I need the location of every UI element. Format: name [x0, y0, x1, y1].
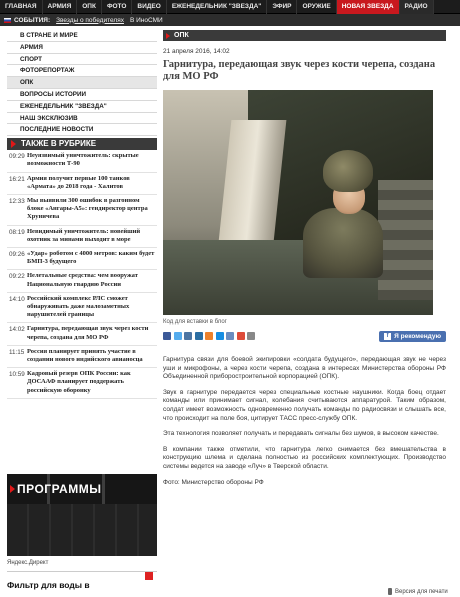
nav-item-main[interactable]: ГЛАВНАЯ	[0, 0, 43, 14]
list-item[interactable]	[7, 270, 157, 292]
events-label: СОБЫТИЯ:	[14, 16, 51, 24]
events-link-stars[interactable]: Звезды о победителях	[56, 16, 124, 24]
menu-item-latest-news[interactable]: ПОСЛЕДНИЕ НОВОСТИ	[7, 124, 157, 136]
menu-item-weekly[interactable]: ЕЖЕНЕДЕЛЬНИК "ЗВЕЗДА"	[7, 101, 157, 113]
menu-item-photoreport[interactable]: ФОТОРЕПОРТАЖ	[7, 65, 157, 77]
facebook-icon[interactable]	[163, 332, 171, 340]
news-time: 16:21	[9, 175, 25, 183]
news-title[interactable]: Армия получит первые 100 танков «Армата» до 2018 года - Халитов	[27, 174, 130, 190]
red-triangle-icon	[166, 33, 170, 39]
news-time: 09:22	[9, 273, 25, 281]
news-title[interactable]: Нелетальные средства: чем вооружат Национальную гвардию России	[27, 272, 138, 288]
article-paragraph: В компании также отметили, что гарнитура легко снимается без вмешательства в конструкцию шлема и сделана полностью из российских комплектующих. Производство системы ведется на заводе «Луч» в Тверской области.	[163, 445, 446, 470]
article-paragraph: Гарнитура связи для боевой экипировки «солдата будущего», передающая звук не через уши и микрофоны, а через кости черепа, создана в интересах Министерства обороны РФ Объединенной приборостроительной корпорацией (ОПК).	[163, 356, 446, 381]
article-photo[interactable]	[163, 90, 433, 315]
vk-icon[interactable]	[184, 332, 192, 340]
rubric-heading-text: ТАКЖЕ В РУБРИКЕ	[21, 139, 97, 149]
facebook-icon: f	[384, 333, 391, 340]
mailru-icon[interactable]	[216, 332, 224, 340]
article-title: Гарнитура, передающая звук через кости черепа, создана для МО РФ	[163, 59, 436, 82]
ad-label: Яндекс.Директ	[7, 560, 49, 566]
russian-flag-icon	[4, 18, 11, 23]
article	[163, 30, 446, 494]
news-time: 11:15	[9, 348, 25, 356]
lj-icon[interactable]	[195, 332, 203, 340]
nav-item-new-star[interactable]: НОВАЯ ЗВЕЗДА	[337, 0, 400, 14]
news-time: 09:29	[9, 153, 25, 161]
news-title[interactable]: Мы выявили 300 ошибок в разгонном блоке «Ангары-А5»: гендиректор центра Хруничева	[27, 196, 148, 221]
list-item[interactable]	[7, 293, 157, 324]
programs-title: ПРОГРАММЫ	[17, 482, 102, 496]
news-title[interactable]: «Удар» роботом с 4000 метров: каким будет БМП-3 будущего	[27, 250, 155, 266]
left-column	[7, 30, 157, 399]
menu-item-army[interactable]: АРМИЯ	[7, 42, 157, 54]
photo-caption[interactable]: Код для вставки в блог	[163, 319, 227, 325]
list-item[interactable]	[7, 323, 157, 345]
article-date: 21 апреля 2016, 14:02	[163, 48, 230, 55]
nav-item-opk[interactable]: ОПК	[77, 0, 102, 14]
news-time: 10:59	[9, 371, 25, 379]
red-triangle-icon	[10, 485, 15, 493]
menu-item-opk[interactable]: ОПК	[7, 77, 157, 89]
events-link-inosmi[interactable]: В ИноСМИ	[129, 16, 163, 24]
news-title[interactable]: Кадровый резерв ОПК России: как ДОСААФ планирует поддержать российскую оборонку	[27, 370, 131, 394]
print-version-link[interactable]	[388, 588, 448, 595]
list-item[interactable]	[7, 173, 157, 195]
news-title[interactable]: Гарнитура, передающая звук через кости черепа, создана для МО РФ	[27, 325, 149, 341]
list-item[interactable]	[7, 368, 157, 399]
list-item[interactable]	[7, 226, 157, 248]
news-time: 14:10	[9, 295, 25, 303]
recommend-label: Я рекомендую	[394, 332, 441, 340]
recommend-button[interactable]	[379, 331, 446, 342]
article-body	[163, 356, 446, 487]
photo-credit: Фото: Министерство обороны РФ	[163, 478, 264, 486]
article-rubric-tag[interactable]	[163, 30, 446, 41]
nav-item-army[interactable]: АРМИЯ	[43, 0, 78, 14]
programs-banner[interactable]	[7, 474, 157, 556]
news-title[interactable]: Россия планирует принять участие в создании нового индийского авианосца	[27, 347, 143, 364]
ad-close-icon[interactable]	[145, 572, 153, 580]
printer-icon	[388, 588, 392, 595]
share-bar	[163, 330, 446, 342]
list-item[interactable]	[7, 248, 157, 270]
photo-soldier-helmet	[323, 150, 373, 192]
email-icon[interactable]	[247, 332, 255, 340]
nav-item-video[interactable]: ВИДЕО	[132, 0, 166, 14]
section-menu	[7, 30, 157, 136]
list-item[interactable]	[7, 195, 157, 226]
livejournal-icon[interactable]	[226, 332, 234, 340]
menu-item-sport[interactable]: СПОРТ	[7, 54, 157, 66]
news-title[interactable]: Российский комплекс РЛС сможет обнаруживать даже малозаметных нарушителей границы	[27, 294, 130, 319]
menu-item-exclusive[interactable]: НАШ ЭКСКЛЮЗИВ	[7, 113, 157, 125]
twitter-icon[interactable]	[174, 332, 182, 340]
news-time: 14:02	[9, 326, 25, 334]
news-title[interactable]: Невидимый уничтожитель: новейший охотник за минами выходит в море	[27, 227, 141, 243]
news-time: 08:19	[9, 228, 25, 236]
google-plus-icon[interactable]	[237, 332, 245, 340]
photo-soldier-body	[303, 208, 383, 278]
article-rubric-label: ОПК	[174, 32, 189, 39]
yandex-direct-ad[interactable]	[7, 560, 157, 590]
list-item[interactable]	[7, 346, 157, 368]
news-time: 09:26	[9, 251, 25, 258]
news-title[interactable]: Неуязвимый уничтожитель: скрытые возможности Т-90	[27, 152, 139, 168]
nav-item-live[interactable]: ЭФИР	[267, 0, 297, 14]
rubric-heading	[7, 138, 157, 150]
print-version-label: Версия для печати	[395, 588, 448, 595]
nav-item-photo[interactable]: ФОТО	[102, 0, 132, 14]
list-item[interactable]	[7, 150, 157, 172]
top-navigation	[0, 0, 460, 14]
nav-item-weekly[interactable]: ЕЖЕНЕДЕЛЬНИК "ЗВЕЗДА"	[167, 0, 268, 14]
odnoklassniki-icon[interactable]	[205, 332, 213, 340]
nav-item-weapons[interactable]: ОРУЖИЕ	[297, 0, 336, 14]
programs-image	[7, 504, 157, 556]
menu-item-country-world[interactable]: В СТРАНЕ И МИРЕ	[7, 30, 157, 42]
article-paragraph: Эта технология позволяет получать и передавать сигналы без шумов, в высоком качестве.	[163, 430, 439, 438]
events-bar	[0, 14, 460, 26]
rubric-news-list	[7, 150, 157, 399]
ad-title[interactable]: Фильтр для воды в	[7, 571, 157, 590]
news-time: 12:33	[9, 197, 25, 205]
article-paragraph: Звук в гарнитуре передается через специальные костные наушники. Когда боец отдает команды или принимает сигнал, колебания считываются аппаратурой. Таким образом, солдат имеет возможность одновременно получать команды по радиосвязи и слышать все, что происходит на поле боя, цитирует ТАСС пресс-службу ОПК.	[163, 388, 446, 422]
photo-control-panel	[378, 180, 433, 300]
red-triangle-icon	[11, 140, 16, 148]
nav-item-radio[interactable]: РАДИО	[400, 0, 434, 14]
menu-item-history[interactable]: ВОПРОСЫ ИСТОРИИ	[7, 89, 157, 101]
